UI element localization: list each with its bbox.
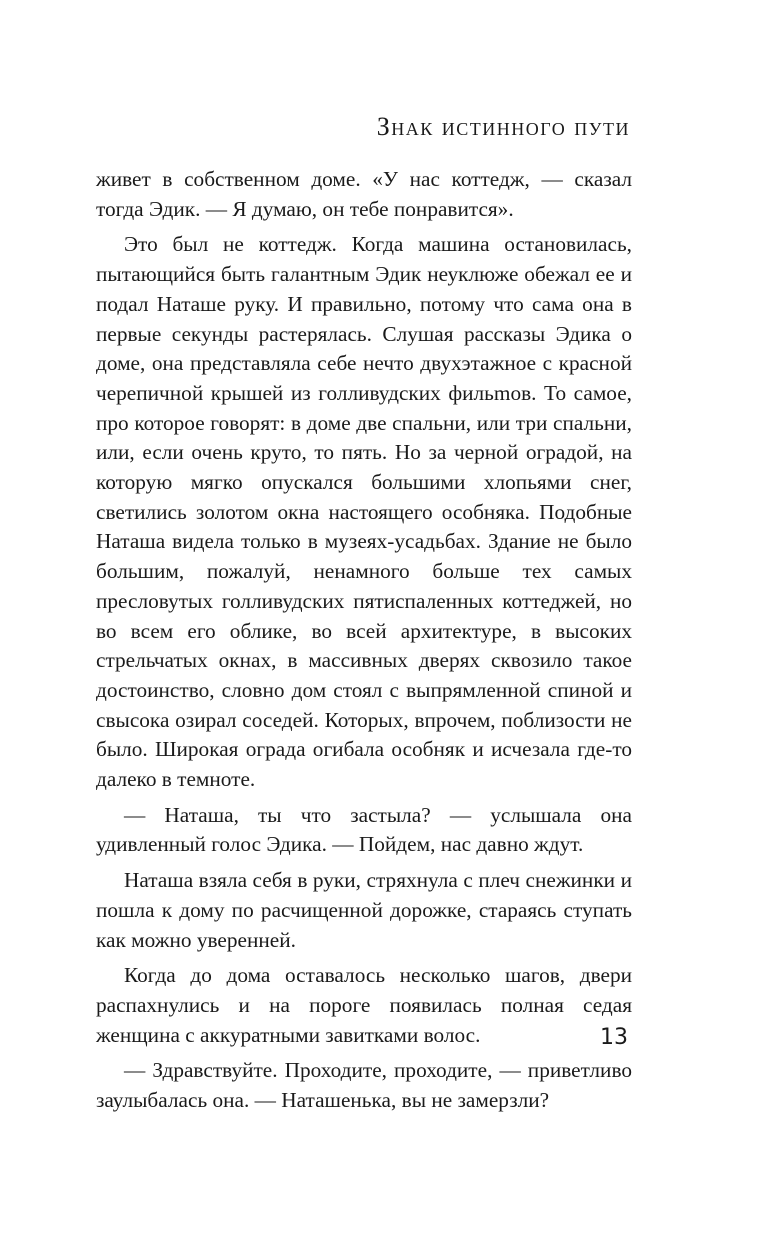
page-number: 13 [600,1025,628,1050]
paragraph: Наташа взяла себя в руки, стряхнула с плеч снежинки и пошла к дому по расчищенной дорожке, стараясь ступать как можно уверенней. [96,868,632,952]
running-header-title: Знак истинного пути [376,112,630,141]
paragraph: Когда до дома оставалось несколько шагов, двери распахнулись и на пороге появилась полная седая женщина с аккуратными завитками волос. [96,963,632,1047]
page-body-text [96,165,632,1122]
paragraph: — Наташа, ты что застыла? — услышала она удивленный голос Эдика. — Пойдем, нас давно ждут. [96,802,632,857]
paragraph: — Здравствуйте. Проходите, проходите, — приветливо заулыбалась она. — Наташенька, вы не замерзли? [96,1058,632,1113]
paragraph: Это был не коттедж. Когда машина остановилась, пытающийся быть галантным Эдик неуклюже обежал ее и подал Наташе руку. И правильно, потому что сама она в первые секунды растерялась. Слушая рассказы Эдика о доме, она представляла себе нечто двухэтажное с красной черепичной крышей из голливудских фильmов. То самое, про которое говорят: в доме две спальни, или три спальни, или, если очень круто, то пять. Но за черной оградой, на которую мягко опускался большими хлопьями снег, светились золотом окна настоящего особняка. Подобные Наташа видела только в музеях-усадьбах. Здание не было большим, пожалуй, ненамного больше тех самых пресловутых голливудских пятиспаленных коттеджей, но во всем его облике, во всей архитектуре, в высоких стрельчатых окнах, в массивных дверях сквозило такое достоинство, словно дом стоял с выпрямленной спиной и свысока озирал соседей. Которых, впрочем, поблизости не было. Широкая ограда огибала особняк и исчезала где-то далеко в темноте. [96,232,632,792]
paragraph-continuation: живет в собственном доме. «У нас коттедж, — сказал тогда Эдик. — Я думаю, он тебе понравится». [96,167,632,221]
